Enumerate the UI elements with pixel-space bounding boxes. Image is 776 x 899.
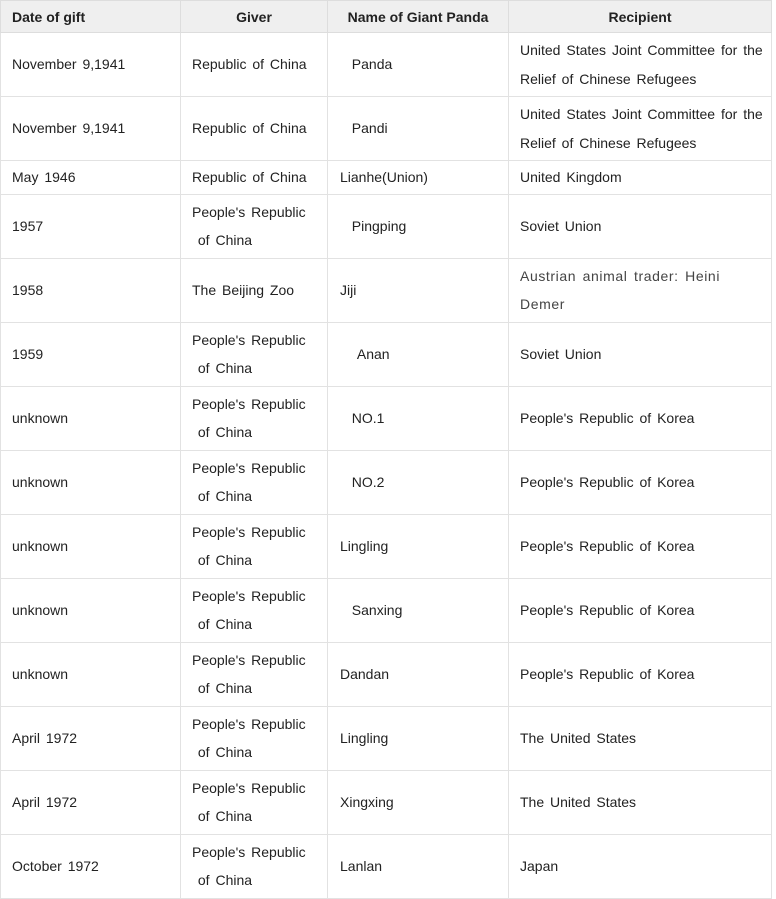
table-row xyxy=(1,386,772,450)
giver-cell: People's Republic of China xyxy=(181,834,328,898)
panda-name-cell: Lanlan xyxy=(328,834,509,898)
date-cell: April 1972 xyxy=(1,706,181,770)
giver-cell: People's Republic of China xyxy=(181,642,328,706)
table-row xyxy=(1,258,772,322)
panda-name-cell: Lingling xyxy=(328,706,509,770)
giver-cell: People's Republic of China xyxy=(181,706,328,770)
recipient-cell: People's Republic of Korea xyxy=(509,450,772,514)
table-row xyxy=(1,97,772,161)
giver-cell: People's Republic of China xyxy=(181,578,328,642)
date-cell: October 1972 xyxy=(1,834,181,898)
date-cell: unknown xyxy=(1,514,181,578)
panda-name-cell: Lianhe(Union) xyxy=(328,161,509,195)
giver-cell: Republic of China xyxy=(181,161,328,195)
date-cell: November 9,1941 xyxy=(1,97,181,161)
table-row xyxy=(1,514,772,578)
panda-name-cell: Sanxing xyxy=(328,578,509,642)
recipient-cell: People's Republic of Korea xyxy=(509,514,772,578)
table-row xyxy=(1,770,772,834)
date-cell: unknown xyxy=(1,578,181,642)
panda-name-cell: NO.2 xyxy=(328,450,509,514)
giver-cell: The Beijing Zoo xyxy=(181,258,328,322)
giver-cell: People's Republic of China xyxy=(181,322,328,386)
header-row xyxy=(1,1,772,33)
giver-cell: Republic of China xyxy=(181,33,328,97)
table-row xyxy=(1,194,772,258)
table-row xyxy=(1,834,772,898)
header-giver: Giver xyxy=(181,1,328,33)
recipient-cell: People's Republic of Korea xyxy=(509,642,772,706)
table-row xyxy=(1,322,772,386)
date-cell: unknown xyxy=(1,386,181,450)
panda-name-cell: Pandi xyxy=(328,97,509,161)
date-cell: May 1946 xyxy=(1,161,181,195)
giver-cell: People's Republic of China xyxy=(181,514,328,578)
recipient-cell: Austrian animal trader: Heini Demer xyxy=(509,258,772,322)
date-cell: unknown xyxy=(1,450,181,514)
giver-cell: Republic of China xyxy=(181,97,328,161)
giver-cell: People's Republic of China xyxy=(181,194,328,258)
panda-name-cell: Xingxing xyxy=(328,770,509,834)
table-row xyxy=(1,578,772,642)
recipient-cell: The United States xyxy=(509,770,772,834)
recipient-cell: The United States xyxy=(509,706,772,770)
date-cell: 1957 xyxy=(1,194,181,258)
panda-name-cell: NO.1 xyxy=(328,386,509,450)
panda-name-cell: Anan xyxy=(328,322,509,386)
table-body xyxy=(1,33,772,899)
recipient-cell: People's Republic of Korea xyxy=(509,578,772,642)
header-date: Date of gift xyxy=(1,1,181,33)
recipient-cell: Soviet Union xyxy=(509,322,772,386)
header-name: Name of Giant Panda xyxy=(328,1,509,33)
header-recipient: Recipient xyxy=(509,1,772,33)
panda-name-cell: Lingling xyxy=(328,514,509,578)
giver-cell: People's Republic of China xyxy=(181,386,328,450)
recipient-cell: People's Republic of Korea xyxy=(509,386,772,450)
recipient-cell: United Kingdom xyxy=(509,161,772,195)
recipient-cell: Soviet Union xyxy=(509,194,772,258)
date-cell: 1958 xyxy=(1,258,181,322)
date-cell: April 1972 xyxy=(1,770,181,834)
recipient-cell: United States Joint Committee for the Relief of Chinese Refugees xyxy=(509,97,772,161)
recipient-cell: Japan xyxy=(509,834,772,898)
recipient-cell: United States Joint Committee for the Relief of Chinese Refugees xyxy=(509,33,772,97)
table-row xyxy=(1,642,772,706)
table-row xyxy=(1,33,772,97)
table-row xyxy=(1,161,772,195)
giver-cell: People's Republic of China xyxy=(181,770,328,834)
giver-cell: People's Republic of China xyxy=(181,450,328,514)
date-cell: November 9,1941 xyxy=(1,33,181,97)
panda-name-cell: Pingping xyxy=(328,194,509,258)
date-cell: 1959 xyxy=(1,322,181,386)
panda-name-cell: Jiji xyxy=(328,258,509,322)
date-cell: unknown xyxy=(1,642,181,706)
panda-name-cell: Dandan xyxy=(328,642,509,706)
table-row xyxy=(1,450,772,514)
table-row xyxy=(1,706,772,770)
table-header xyxy=(1,1,772,33)
panda-name-cell: Panda xyxy=(328,33,509,97)
